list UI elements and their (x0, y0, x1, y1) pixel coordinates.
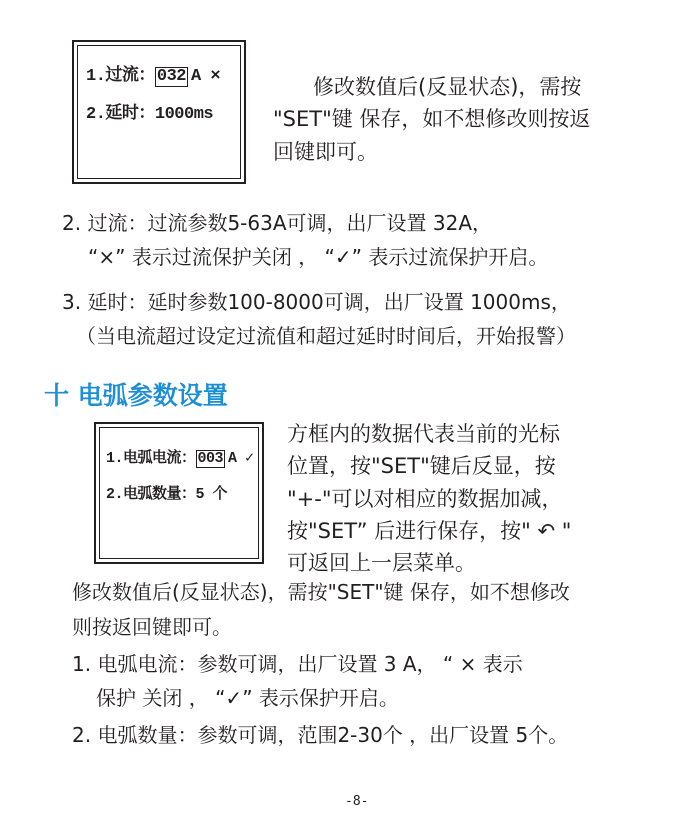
note-line2: 则按返回键即可。 (72, 615, 232, 639)
desc2-line2: 位置，按"SET"键后反显，按 (287, 454, 556, 478)
lcd-label-arc-current: 1.电弧电流： (106, 450, 196, 467)
lcd-cursor-value-arc: 003 (197, 450, 224, 467)
lcd-unit-status-arc: A ✓ (228, 450, 254, 467)
lcd-line-delay: 2.延时：1000ms (86, 105, 214, 124)
lcd-cursor-value: 032 (156, 67, 187, 86)
item-delay-line2: （当电流超过设定过流值和超过延时时间后，开始报警） (76, 324, 576, 348)
desc1-line1: 修改数值后(反显状态)，需按 (313, 75, 582, 99)
lcd-label-overcurrent: 1.过流： (86, 67, 155, 86)
desc2-line1: 方框内的数据代表当前的光标 (287, 422, 560, 446)
lcd-display-arc (94, 422, 264, 564)
item-overcurrent-line1: 2. 过流：过流参数5-63A可调，出厂设置 32A， (62, 211, 492, 235)
desc1-line2: "SET"键 保存，如不想修改则按返 (273, 107, 591, 131)
desc2-line4: 按"SET” 后进行保存，按" ↶ " (287, 519, 572, 543)
note-line1: 修改数值后(反显状态)，需按"SET"键 保存，如不想修改 (72, 580, 570, 604)
item-delay-line1: 3. 延时：延时参数100-8000可调，出厂设置 1000ms， (62, 290, 571, 314)
desc2-line5: 可返回上一层菜单。 (287, 551, 476, 575)
item-arc-current-line1: 1. 电弧电流：参数可调，出厂设置 3 A， “ × 表示 (72, 652, 523, 676)
lcd-display-overcurrent (72, 40, 246, 184)
lcd-line-arc-count: 2.电弧数量：5 个 (106, 486, 228, 503)
item-arc-current-line2: 保护 关闭 ， “✓” 表示保护开启。 (96, 686, 399, 710)
item-overcurrent-line2: “×” 表示过流保护关闭 ， “✓” 表示过流保护开启。 (88, 245, 549, 269)
section-heading: 十 电弧参数设置 (44, 381, 228, 410)
lcd-line-overcurrent (86, 60, 220, 87)
item-arc-count-line1: 2. 电弧数量：参数可调，范围2-30个 ，出厂设置 5个。 (72, 723, 569, 747)
page-number: -8- (345, 794, 369, 809)
lcd-line-arc-current (106, 446, 254, 468)
desc2-line3: "+-"可以对相应的数据加减， (287, 487, 563, 511)
desc1-line3: 回键即可。 (273, 140, 378, 164)
lcd-unit-status: A × (191, 67, 221, 86)
